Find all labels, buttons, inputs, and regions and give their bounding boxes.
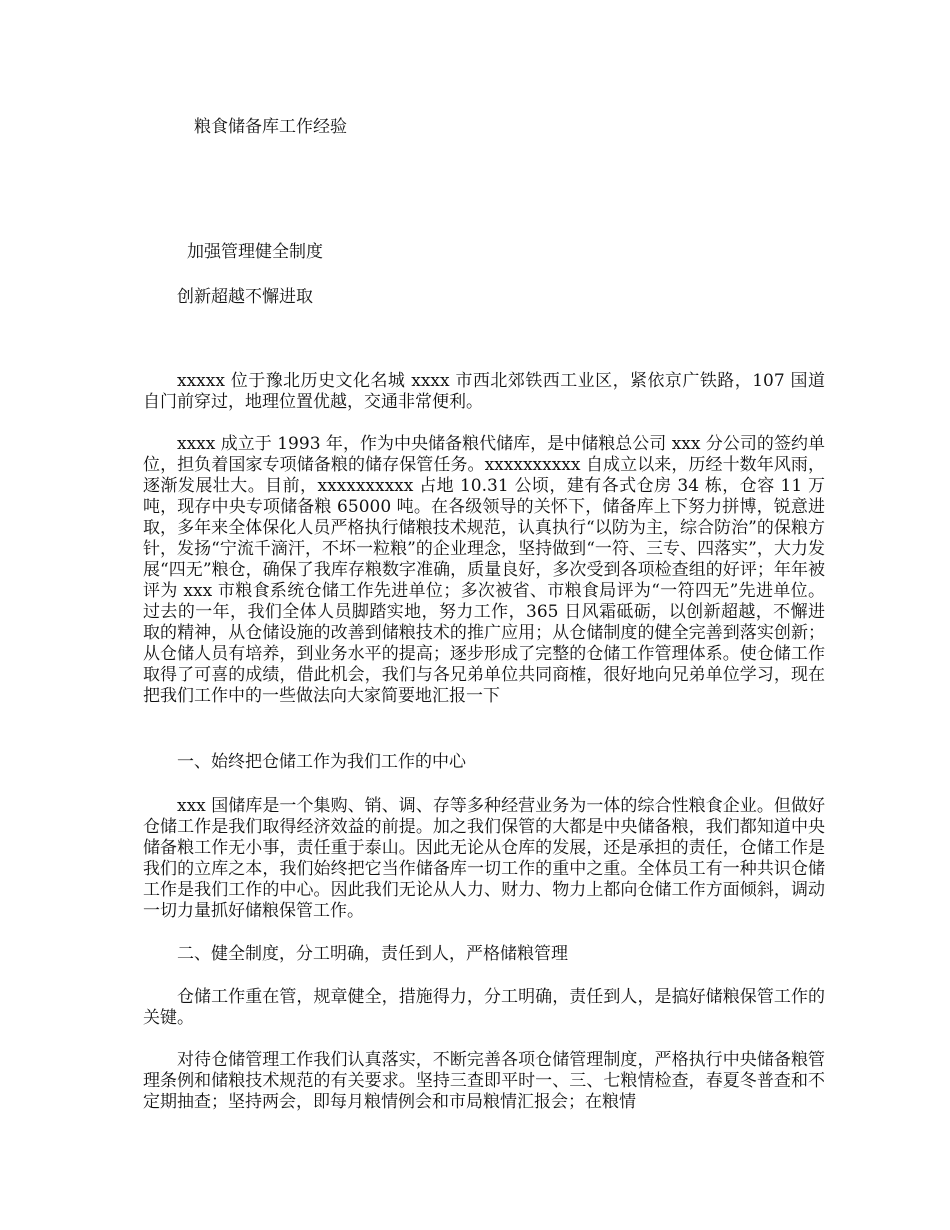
section-2-body-2: 对待仓储管理工作我们认真落实，不断完善各项仓储管理制度，严格执行中央储备粮管理条例和储粮技术规范的有关要求。坚持三查即平时一、三、七粮情检查，春夏冬普查和不定期抽查；坚持两会，即每月粮情例会和市局粮情汇报会；在粮情 <box>143 1050 825 1112</box>
document-subtitle-1: 加强管理健全制度 <box>187 242 323 262</box>
paragraph-location: xxxxx 位于豫北历史文化名城 xxxx 市西北郊铁西工业区，紧依京广铁路，107 国道自门前穿过，地理位置优越，交通非常便利。 <box>143 371 825 412</box>
section-2-heading: 二、健全制度，分工明确，责任到人，严格储粮管理 <box>177 944 568 964</box>
section-2-body-1: 仓储工作重在管，规章健全，措施得力，分工明确，责任到人，是搞好储粮保管工作的关键。 <box>143 987 825 1028</box>
section-1-heading: 一、始终把仓储工作为我们工作的中心 <box>177 752 466 772</box>
paragraph-history: xxxx 成立于 1993 年，作为中央储备粮代储库，是中储粮总公司 xxx 分公司的签约单位，担负着国家专项储备粮的储存保管任务。xxxxxxxxxx 自成立以来，历经十数年风雨，逐渐发展壮大。目前，xxxxxxxxxx 占地 10.31 公顷，建有各式仓房 34 栋，仓容 11 万吨，现存中央专项储备粮 65000 吨。在各级领导的关怀下，储备库上下努力拼博，锐意进取，多年来全体保化人员严格执行储粮技术规范，认真执行“以防为主，综合防治”的保粮方针，发扬“宁流千滴汗，不坏一粒粮”的企业理念，坚持做到“一符、三专、四落实”，大力发展“四无”粮仓，确保了我库存粮数字准确，质量良好，多次受到各项检查组的好评；年年被评为 xxx 市粮食系统仓储工作先进单位；多次被省、市粮食局评为“一符四无”先进单位。过去的一年，我们全体人员脚踏实地，努力工作，365 日风霜砥砺，以创新超越，不懈进取的精神，从仓储设施的改善到储粮技术的推广应用；从仓储制度的健全完善到落实创新；从仓储人员有培养，到业务水平的提高；逐步形成了完整的仓储工作管理体系。使仓储工作取得了可喜的成绩，借此机会，我们与各兄弟单位共同商榷，很好地向兄弟单位学习，现在把我们工作中的一些做法向大家简要地汇报一下 <box>143 434 825 706</box>
section-1-body: xxx 国储库是一个集购、销、调、存等多种经营业务为一体的综合性粮食企业。但做好仓储工作是我们取得经济效益的前提。加之我们保管的大都是中央储备粮，我们都知道中央储备粮工作无小事，责任重于泰山。因此无论从仓库的发展，还是承担的责任，仓储工作是我们的立库之本，我们始终把它当作储备库一切工作的重中之重。全体员工有一种共识仓储工作是我们工作的中心。因此我们无论从人力、财力、物力上都向仓储工作方面倾斜，调动一切力量抓好储粮保管工作。 <box>143 796 825 921</box>
document-title: 粮食储备库工作经验 <box>194 117 347 137</box>
document-subtitle-2: 创新超越不懈进取 <box>177 287 313 307</box>
